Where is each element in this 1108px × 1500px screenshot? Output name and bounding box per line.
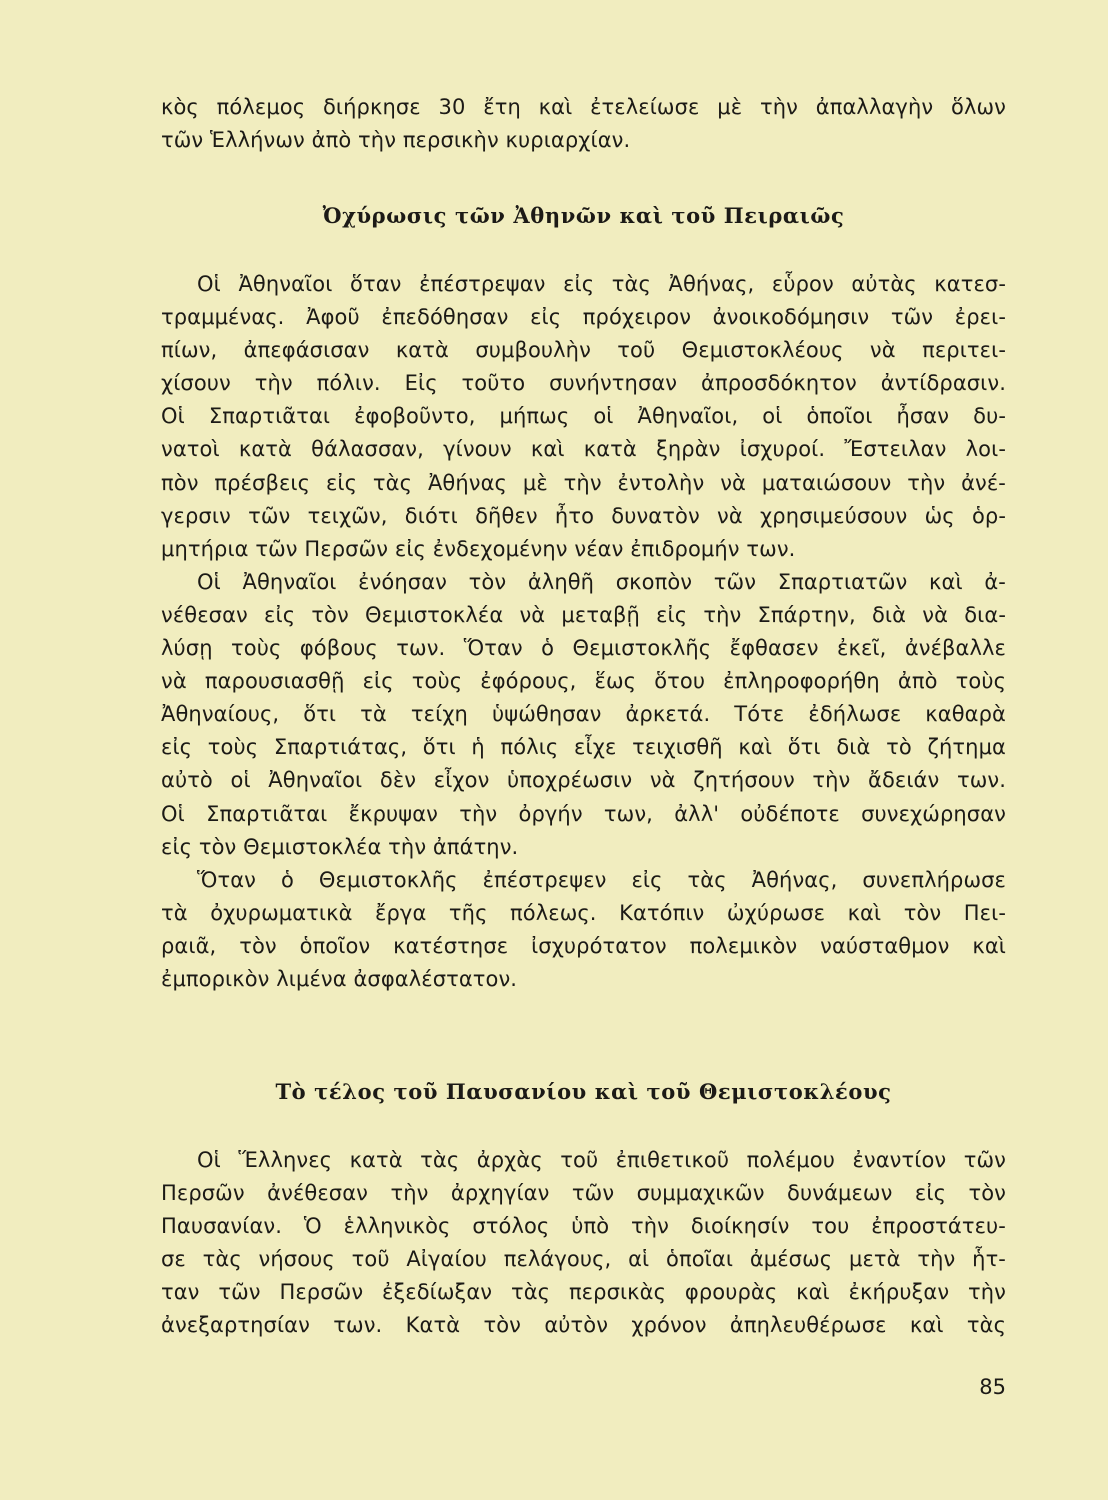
text-line: Οἱ Σπαρτιᾶται ἐφοβοῦντο, μήπως οἱ Ἀθηναῖοι, οἱ ὁποῖοι ἦσαν δυ- bbox=[161, 404, 1006, 429]
text-line: Ἀθηναίους, ὅτι τὰ τείχη ὑψώθησαν ἀρκετά. Τότε ἐδήλωσε καθαρὰ bbox=[161, 702, 1006, 727]
text-line: αὐτὸ οἱ Ἀθηναῖοι δὲν εἶχον ὑποχρέωσιν νὰ ζητήσουν τὴν ἄδειάν των. bbox=[161, 768, 1006, 793]
text-line: Οἱ Ἕλληνες κατὰ τὰς ἀρχὰς τοῦ ἐπιθετικοῦ πολέμου ἐναντίον τῶν bbox=[197, 1148, 1006, 1172]
text-line: ἀνεξαρτησίαν των. Κατὰ τὸν αὐτὸν χρόνον ἀπηλευθέρωσε καὶ τὰς bbox=[161, 1313, 1006, 1338]
text-line: πὸν πρέσβεις εἰς τὰς Ἀθήνας μὲ τὴν ἐντολὴν νὰ ματαιώσουν τὴν ἀνέ- bbox=[161, 470, 1006, 495]
text-line: κὸς πόλεμος διήρκησε 30 ἔτη καὶ ἐτελείωσε μὲ τὴν ἀπαλλαγὴν ὅλων bbox=[161, 95, 1006, 119]
text-line: Οἱ Ἀθηναῖοι ὅταν ἐπέστρεψαν εἰς τὰς Ἀθήνας, εὗρον αὐτὰς κατεσ- bbox=[197, 272, 1006, 296]
text-line: νατοὶ κατὰ θάλασσαν, γίνουν καὶ κατὰ ξηρὰν ἰσχυροί. Ἔστειλαν λοι- bbox=[161, 437, 1006, 462]
text-line: τὰ ὀχυρωματικὰ ἔργα τῆς πόλεως. Κατόπιν ὠχύρωσε καὶ τὸν Πει- bbox=[161, 900, 1006, 925]
section-heading-fortification: Ὀχύρωσις τῶν Ἀθηνῶν καὶ τοῦ Πειραιῶς bbox=[322, 203, 845, 228]
text-line: Παυσανίαν. Ὁ ἑλληνικὸς στόλος ὑπὸ τὴν διοίκησίν του ἐπροστάτευ- bbox=[161, 1214, 1006, 1239]
section-body-end-of-pausanias bbox=[161, 1144, 1006, 1343]
text-line: γερσιν τῶν τειχῶν, διότι δῆθεν ἦτο δυνατὸν νὰ χρησιμεύσουν ὡς ὁρ- bbox=[161, 503, 1006, 528]
intro-paragraph bbox=[161, 91, 1006, 157]
text-line: μητήρια τῶν Περσῶν εἰς ἐνδεχομένην νέαν ἐπιδρομήν των. bbox=[161, 536, 796, 561]
text-line: Ὅταν ὁ Θεμιστοκλῆς ἐπέστρεψεν εἰς τὰς Ἀθήνας, συνεπλήρωσε bbox=[197, 867, 1006, 892]
text-line: ταν τῶν Περσῶν ἐξεδίωξαν τὰς περσικὰς φρουρὰς καὶ ἐκήρυξαν τὴν bbox=[161, 1280, 1006, 1305]
section-body-fortification bbox=[161, 268, 1006, 996]
text-line: πίων, ἀπεφάσισαν κατὰ συμβουλὴν τοῦ Θεμιστοκλέους νὰ περιτει- bbox=[161, 338, 1006, 363]
section-heading-end-of-pausanias: Τὸ τέλος τοῦ Παυσανίου καὶ τοῦ Θεμιστοκλέους bbox=[275, 1079, 892, 1104]
text-line: χίσουν τὴν πόλιν. Εἰς τοῦτο συνήντησαν ἀπροσδόκητον ἀντίδρασιν. bbox=[161, 371, 1006, 396]
text-line: νέθεσαν εἰς τὸν Θεμιστοκλέα νὰ μεταβῇ εἰς τὴν Σπάρτην, διὰ νὰ δια- bbox=[161, 602, 1006, 627]
text-line: ραιᾶ, τὸν ὁποῖον κατέστησε ἰσχυρότατον πολεμικὸν ναύσταθμον καὶ bbox=[161, 933, 1006, 958]
text-line: ἐμπορικὸν λιμένα ἀσφαλέστατον. bbox=[161, 966, 518, 991]
text-line: εἰς τοὺς Σπαρτιάτας, ὅτι ἡ πόλις εἶχε τειχισθῆ καὶ ὅτι διὰ τὸ ζήτημα bbox=[161, 735, 1006, 760]
text-line: λύσῃ τοὺς φόβους των. Ὅταν ὁ Θεμιστοκλῆς ἔφθασεν ἐκεῖ, ἀνέβαλλε bbox=[161, 636, 1006, 661]
text-line: τῶν Ἑλλήνων ἀπὸ τὴν περσικὴν κυριαρχίαν. bbox=[161, 128, 631, 153]
page-number: 85 bbox=[979, 1375, 1006, 1399]
text-line: Οἱ Σπαρτιᾶται ἔκρυψαν τὴν ὀργήν των, ἀλλ' οὐδέποτε συνεχώρησαν bbox=[161, 801, 1006, 826]
text-line: εἰς τὸν Θεμιστοκλέα τὴν ἀπάτην. bbox=[161, 834, 519, 859]
text-line: Οἱ Ἀθηναῖοι ἐνόησαν τὸν ἀληθῆ σκοπὸν τῶν Σπαρτιατῶν καὶ ἀ- bbox=[197, 569, 1006, 594]
text-line: Περσῶν ἀνέθεσαν τὴν ἀρχηγίαν τῶν συμμαχικῶν δυνάμεων εἰς τὸν bbox=[161, 1181, 1006, 1206]
text-line: νὰ παρουσιασθῇ εἰς τοὺς ἐφόρους, ἕως ὅτου ἐπληροφορήθη ἀπὸ τοὺς bbox=[161, 669, 1006, 694]
text-line: τραμμένας. Ἀφοῦ ἐπεδόθησαν εἰς πρόχειρον ἀνοικοδόμησιν τῶν ἐρει- bbox=[161, 305, 1006, 330]
text-line: σε τὰς νήσους τοῦ Αἰγαίου πελάγους, αἱ ὁποῖαι ἀμέσως μετὰ τὴν ἧτ- bbox=[161, 1247, 1006, 1272]
